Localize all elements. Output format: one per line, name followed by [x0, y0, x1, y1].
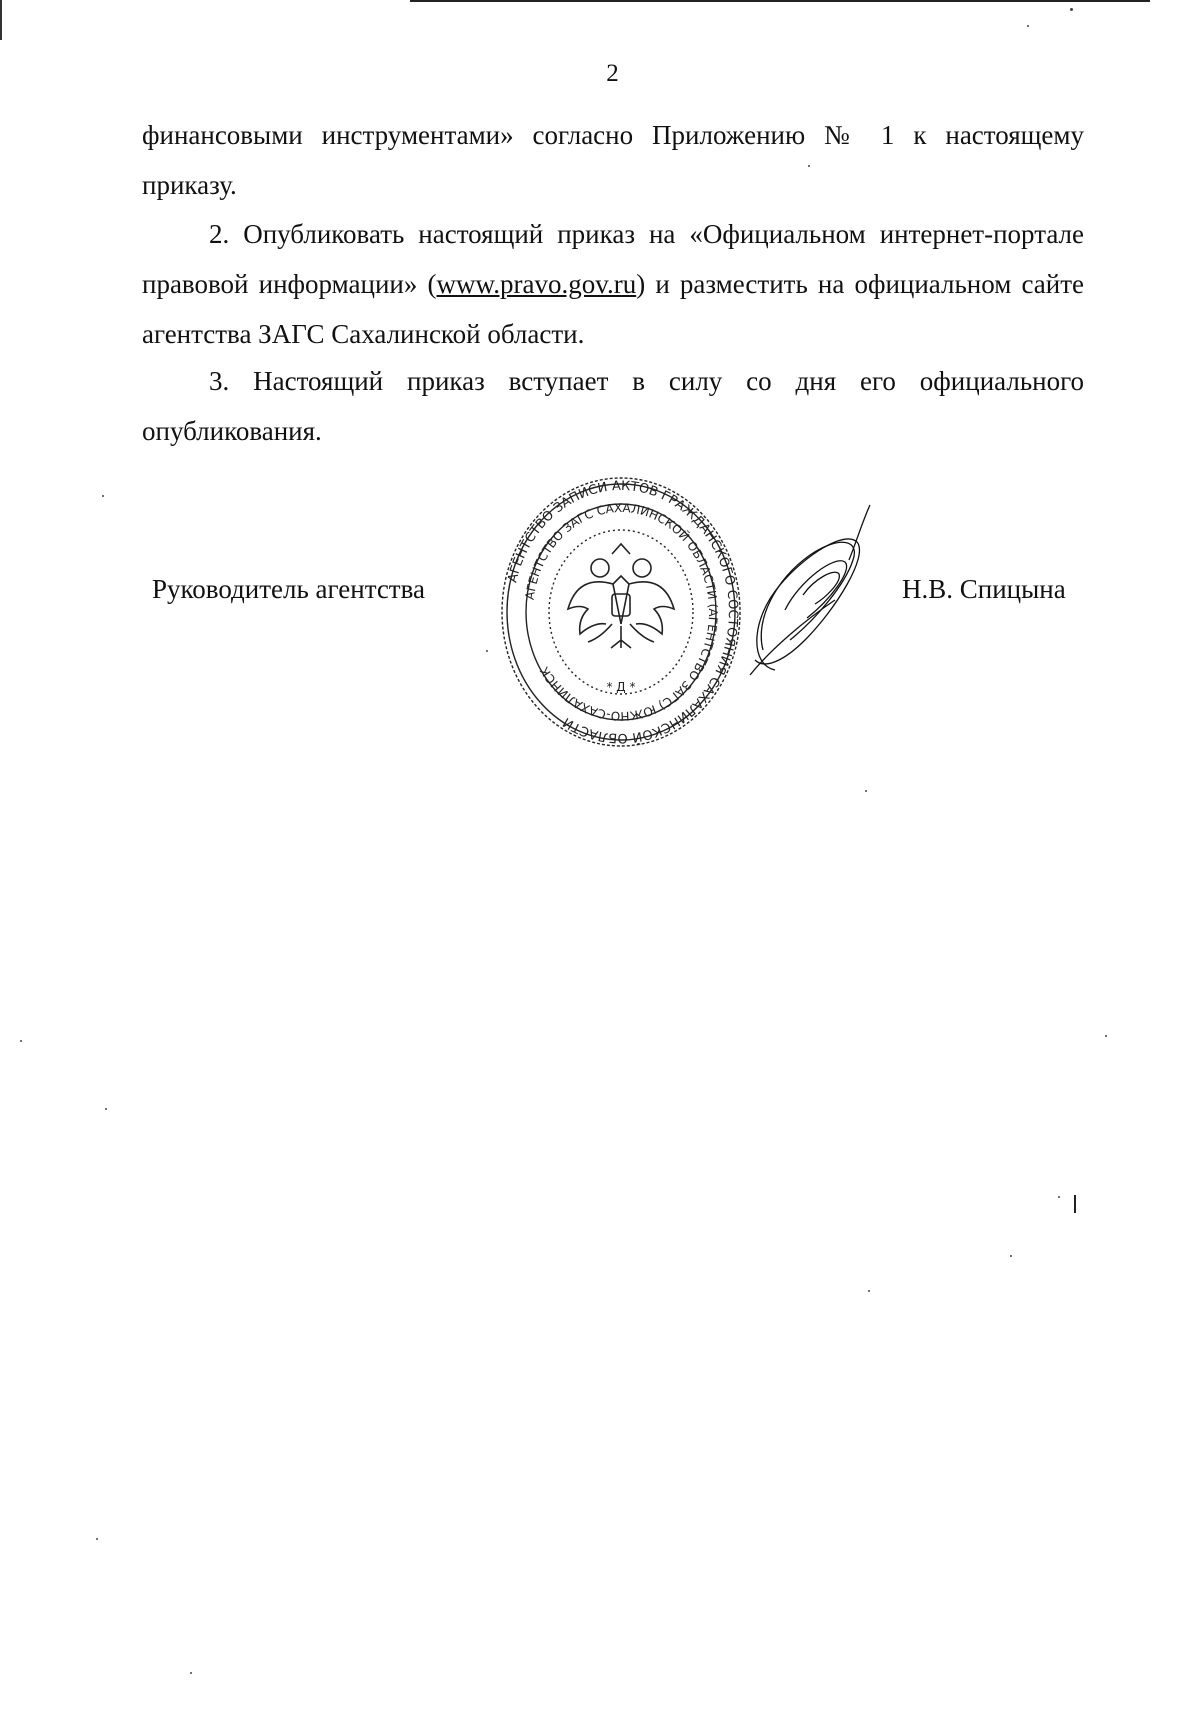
paragraph-2 [142, 209, 1084, 359]
scan-speck [20, 1040, 22, 1042]
seal-outer-text: АГЕНТСТВО ЗАПИСИ АКТОВ ГРАЖДАНСКОГО СОСТОЯНИЯ САХАЛИНСКОЙ ОБЛАСТИ [505, 478, 741, 746]
paragraph-1: финансовыми инструментами» согласно Приложению № 1 к настоящему приказу. [142, 120, 1084, 200]
top-scan-rule [410, 0, 1150, 2]
paragraph-2-text-start: 2. Опубликовать настоящий приказ на «Официальном интернет-портале правовой информации» ( [142, 219, 1084, 299]
paragraph-3: 3. Настоящий приказ вступает в силу со дня его официального опубликования. [142, 366, 1084, 446]
signer-name: Н.В. Спицына [902, 574, 1066, 604]
scan-speck [96, 1538, 98, 1540]
scan-speck [190, 1672, 192, 1674]
scan-speck [808, 165, 810, 167]
seal-inner-text: АГЕНТСТВО ЗАГС САХАЛИНСКОЙ ОБЛАСТИ (АГЕНТСТВО ЗАГС) ЮЖНО-САХАЛИНСК [522, 500, 721, 724]
scan-speck [868, 1290, 870, 1292]
handwritten-signature [745, 500, 885, 685]
scan-tick-mark [1074, 1195, 1076, 1213]
coat-of-arms-icon [568, 544, 674, 648]
scan-speck [1105, 1035, 1107, 1037]
scan-speck [1070, 8, 1073, 11]
page-number: 2 [606, 60, 619, 87]
left-scan-edge [0, 0, 2, 40]
scan-speck [1027, 25, 1029, 27]
official-seal [500, 476, 742, 748]
paragraph-2-text-end: ) и разместить на официальном сайте агентства ЗАГС Сахалинской области. [142, 269, 1084, 349]
scan-speck [1058, 1196, 1060, 1198]
scan-speck [865, 790, 867, 792]
signer-position: Руководитель агентства [152, 574, 425, 604]
scan-speck [102, 495, 104, 497]
pravo-link[interactable]: www.pravo.gov.ru [436, 269, 637, 299]
scan-speck [486, 650, 488, 652]
seal-bottom-mark: * Д * [606, 680, 636, 694]
scan-speck [1010, 1255, 1012, 1257]
scan-speck [105, 1108, 107, 1110]
